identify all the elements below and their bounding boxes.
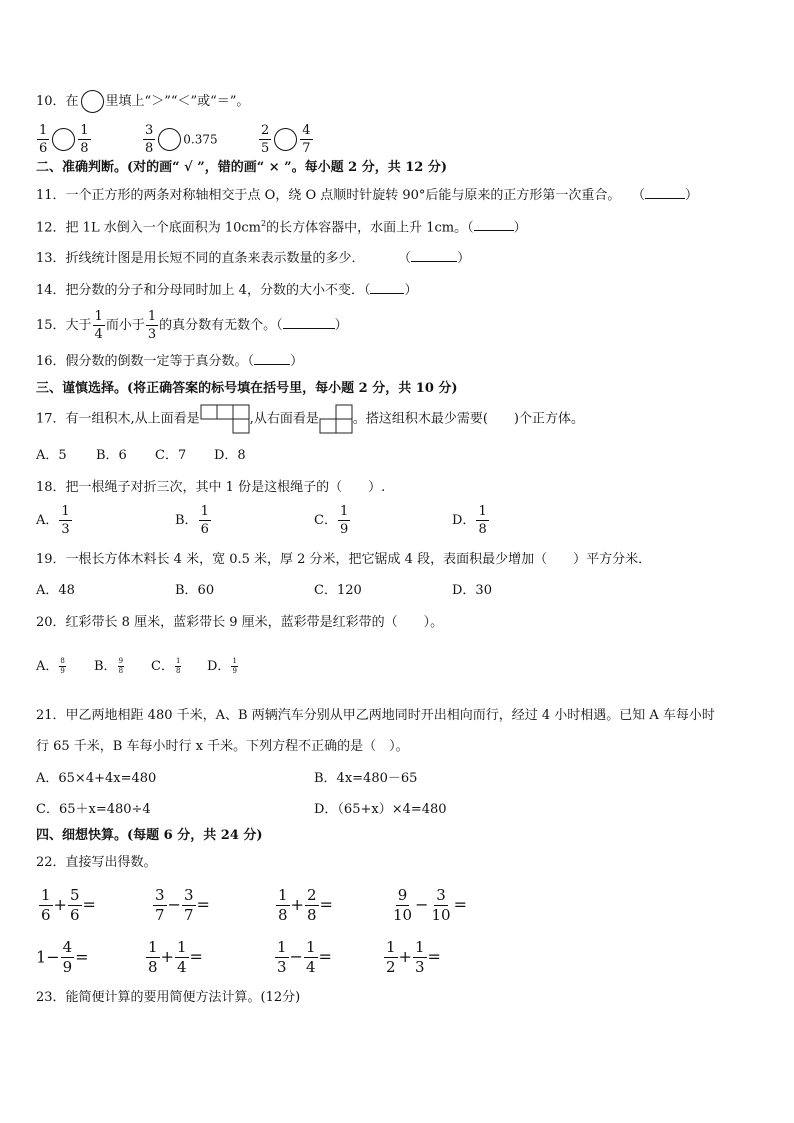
q10-item-2: $\frac{3}{8}$ 0.375 xyxy=(145,123,218,156)
section-4-heading: 四、细想快算。(每题 6 分，共 24 分) xyxy=(36,828,263,843)
q19-option-d[interactable]: D．30 xyxy=(452,583,492,598)
question-10: 10．在 里填上“＞”“＜”或“＝”。 xyxy=(36,90,249,113)
q20-option-c[interactable]: C． $\frac{1}{8}$ xyxy=(151,657,181,675)
compare-circle[interactable] xyxy=(52,128,75,151)
question-21-line-1: 21．甲乙两地相距 480 千米，A、B 两辆汽车分别从甲乙两地同时开出相向而行，经过 4 小时相遇。已知 A 车每小时 xyxy=(36,708,715,723)
question-11: 11．一个正方形的两条对称轴相交于点 O，绕 O 点顺时针旋转 90°后能与原来的正方形第一次重合。 （ ） xyxy=(36,188,698,203)
q21-option-d[interactable]: D．（65+x）×4=480 xyxy=(314,802,447,817)
calc-2-4: $\frac{1}{2}$ + $\frac{1}{3}$ = xyxy=(386,938,441,976)
calc-1-2: $\frac{3}{7}$ − $\frac{3}{7}$ = xyxy=(155,886,210,924)
q20-option-d[interactable]: D． $\frac{1}{9}$ xyxy=(207,657,237,675)
question-17: 17．有一组积木,从上面看是 ,从右面看是 。搭这组积木最少需要( )个正方体。 xyxy=(36,404,584,434)
q19-option-c[interactable]: C．120 xyxy=(314,583,362,598)
q17-option-c[interactable]: C．7 xyxy=(155,448,187,463)
q18-option-b[interactable]: B． $\frac{1}{6}$ xyxy=(175,504,209,537)
answer-blank[interactable] xyxy=(283,328,335,329)
answer-blank[interactable] xyxy=(370,293,404,294)
calc-1-1: $\frac{1}{6}$ + $\frac{5}{6}$ = xyxy=(41,886,96,924)
top-view-grid-icon xyxy=(200,404,250,434)
q18-option-a[interactable]: A． $\frac{1}{3}$ xyxy=(36,504,70,537)
compare-circle[interactable] xyxy=(274,128,297,151)
q18-option-c[interactable]: C． $\frac{1}{9}$ xyxy=(314,504,349,537)
question-20: 20．红彩带长 8 厘米，蓝彩带长 9 厘米，蓝彩带是红彩带的（ ）。 xyxy=(36,615,444,630)
q10-item-3: $\frac{2}{5}$ $\frac{4}{7}$ xyxy=(261,123,311,156)
answer-blank[interactable] xyxy=(645,198,685,199)
calc-2-1: 1− $\frac{4}{9}$ = xyxy=(36,938,89,976)
circle-blank[interactable] xyxy=(81,90,104,113)
calc-1-4: $\frac{9}{10}$ − $\frac{3}{10}$ = xyxy=(393,886,467,924)
question-12: 12．把 1L 水倒入一个底面积为 $10cm^2$的长方体容器中，水面上升 1cm。（ ） xyxy=(36,219,527,236)
question-13: 13．折线统计图是用长短不同的直条来表示数量的多少． （ ） xyxy=(36,251,471,266)
q21-option-b[interactable]: B．4x=480－65 xyxy=(314,771,418,786)
q19-option-a[interactable]: A．48 xyxy=(36,583,75,598)
q21-option-c[interactable]: C．65＋x=480÷4 xyxy=(36,802,151,817)
q17-option-b[interactable]: B．6 xyxy=(96,448,127,463)
question-18: 18．把一根绳子对折三次，其中 1 份是这根绳子的（ ）. xyxy=(36,480,386,495)
question-21-line-2: 行 65 千米，B 车每小时行 x 千米。下列方程不正确的是（ ）。 xyxy=(36,739,409,754)
compare-circle[interactable] xyxy=(158,128,181,151)
q10-item-1: $\frac{1}{6}$ $\frac{1}{8}$ xyxy=(39,123,89,156)
q18-option-d[interactable]: D． $\frac{1}{8}$ xyxy=(452,504,487,537)
question-23: 23．能简便计算的要用简便方法计算。(12分) xyxy=(36,990,301,1005)
calc-2-3: $\frac{1}{3}$ − $\frac{1}{4}$ = xyxy=(277,938,332,976)
answer-blank[interactable] xyxy=(474,230,514,231)
calc-2-2: $\frac{1}{8}$ + $\frac{1}{4}$ = xyxy=(148,938,203,976)
question-19: 19．一根长方体木料长 4 米，宽 0.5 米，厚 2 分米，把它锯成 4 段，表面积最少增加（ ）平方分米． xyxy=(36,552,652,567)
question-14: 14．把分数的分子和分母同时加上 4，分数的大小不变．（ ） xyxy=(36,283,418,298)
section-2-heading: 二、准确判断。(对的画“ √ ”，错的画“ × ”。每小题 2 分，共 12 分) xyxy=(36,160,447,175)
q20-option-b[interactable]: B． $\frac{9}{8}$ xyxy=(94,657,124,675)
question-15: 15．大于 $\frac{1}{4}$ 而小于 $\frac{1}{3}$ 的真分数有无数个。（ ） xyxy=(36,309,348,342)
right-view-grid-icon xyxy=(319,404,353,434)
question-16: 16．假分数的倒数一定等于真分数。（ ） xyxy=(36,354,304,369)
q17-option-a[interactable]: A．5 xyxy=(36,448,67,463)
question-22: 22．直接写出得数。 xyxy=(36,855,157,870)
section-3-heading: 三、谨慎选择。(将正确答案的标号填在括号里，每小题 2 分，共 10 分) xyxy=(36,381,458,396)
q20-option-a[interactable]: A． $\frac{8}{9}$ xyxy=(36,657,65,675)
q19-option-b[interactable]: B．60 xyxy=(175,583,215,598)
answer-blank[interactable] xyxy=(411,261,457,262)
q17-option-d[interactable]: D．8 xyxy=(214,448,246,463)
calc-1-3: $\frac{1}{8}$ + $\frac{2}{8}$ = xyxy=(278,886,333,924)
q21-option-a[interactable]: A．65×4+4x=480 xyxy=(36,771,157,786)
answer-blank[interactable] xyxy=(254,364,290,365)
